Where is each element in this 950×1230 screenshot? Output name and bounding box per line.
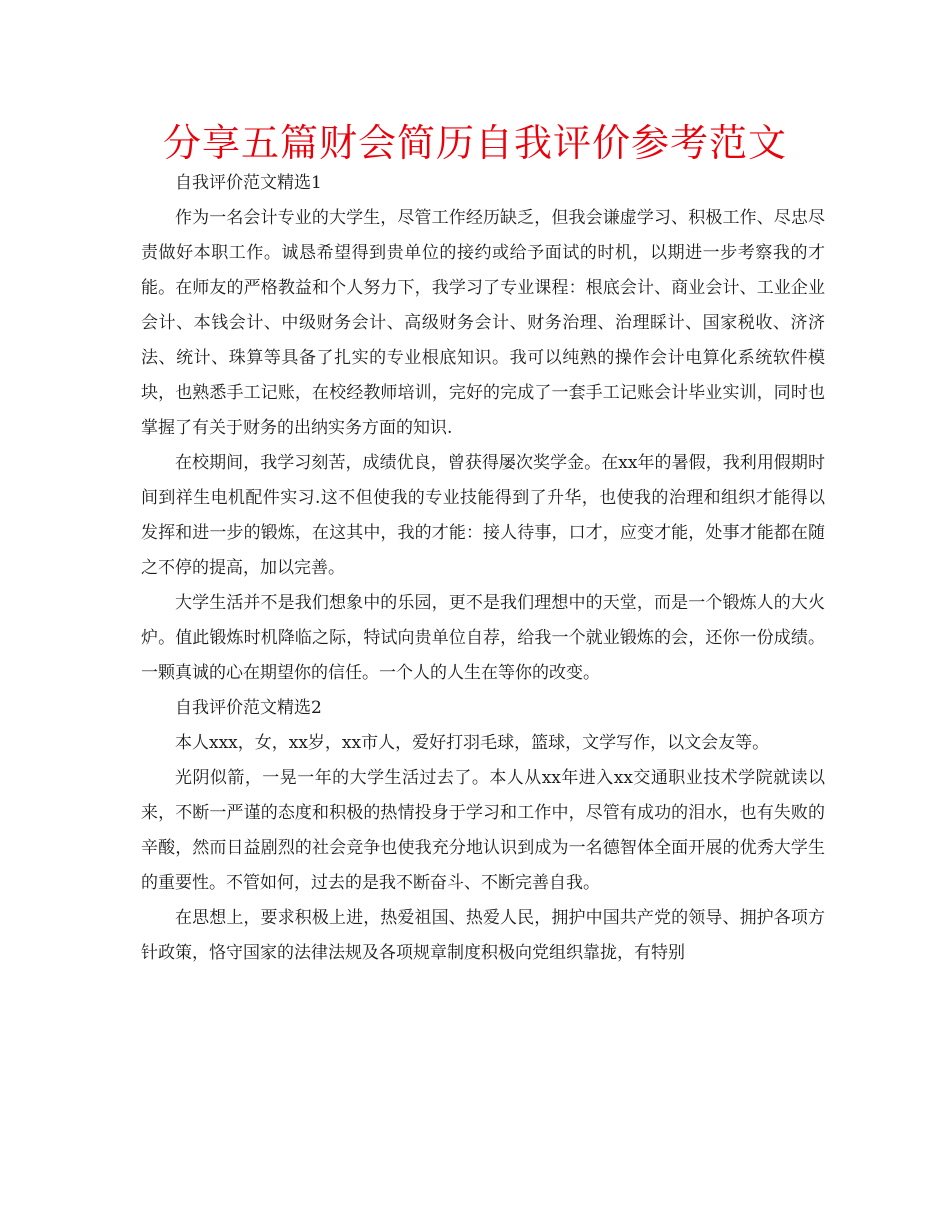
paragraph: 大学生活并不是我们想象中的乐园，更不是我们理想中的天堂，而是一个锻炼人的大火炉。值此锻炼时机降临之际，特试向贵单位自荐，给我一个就业锻炼的会，还你一份成绩。一颗真诚的心在期望你的信任。一个人的人生在等你的改变。: [141, 593, 825, 683]
paragraph: 光阴似箭，一晃一年的大学生活过去了。本人从xx年进入xx交通职业技术学院就读以来，不断一严谨的态度和积极的热情投身于学习和工作中，尽管有成功的泪水，也有失败的辛酸，然而日益剧烈的社会竞争也使我充分地认识到成为一名德智体全面开展的优秀大学生的重要性。不管如何，过去的是我不断奋斗、不断完善自我。: [141, 768, 825, 893]
paragraph: 在校期间，我学习刻苦，成绩优良，曾获得屡次奖学金。在xx年的暑假，我利用假期时间到祥生电机配件实习.这不但使我的专业技能得到了升华，也使我的治理和组织才能得以发挥和进一步的锻炼，在这其中，我的才能：接人待事，口才，应变才能，处事才能都在随之不停的提高，加以完善。: [141, 453, 825, 578]
section-heading-1: 自我评价范文精选1: [175, 173, 322, 193]
paragraph: 作为一名会计专业的大学生，尽管工作经历缺乏，但我会谦虚学习、积极工作、尽忠尽责做好本职工作。诚恳希望得到贵单位的接约或给予面试的时机，以期进一步考察我的才能。在师友的严格教益和个人努力下，我学习了专业课程：根底会计、商业会计、工业企业会计、本钱会计、中级财务会计、高级财务会计、财务治理、治理睬计、国家税收、济济法、统计、珠算等具备了扎实的专业根底知识。我可以纯熟的操作会计电算化系统软件模块，也熟悉手工记账，在校经教师培训，完好的完成了一套手工记账会计毕业实训，同时也掌握了有关于财务的出纳实务方面的知识.: [141, 208, 825, 438]
section-heading-2: 自我评价范文精选2: [175, 698, 322, 718]
paragraph: 在思想上，要求积极上进，热爱祖国、热爱人民，拥护中国共产党的领导、拥护各项方针政策，恪守国家的法律法规及各项规章制度积极向党组织靠拢，有特别: [141, 908, 825, 963]
paragraph: 本人xxx，女，xx岁，xx市人，爱好打羽毛球，篮球，文学写作，以文会友等。: [175, 733, 770, 753]
document-title: 分享五篇财会简历自我评价参考范文: [162, 121, 787, 165]
document-body: [141, 166, 825, 971]
